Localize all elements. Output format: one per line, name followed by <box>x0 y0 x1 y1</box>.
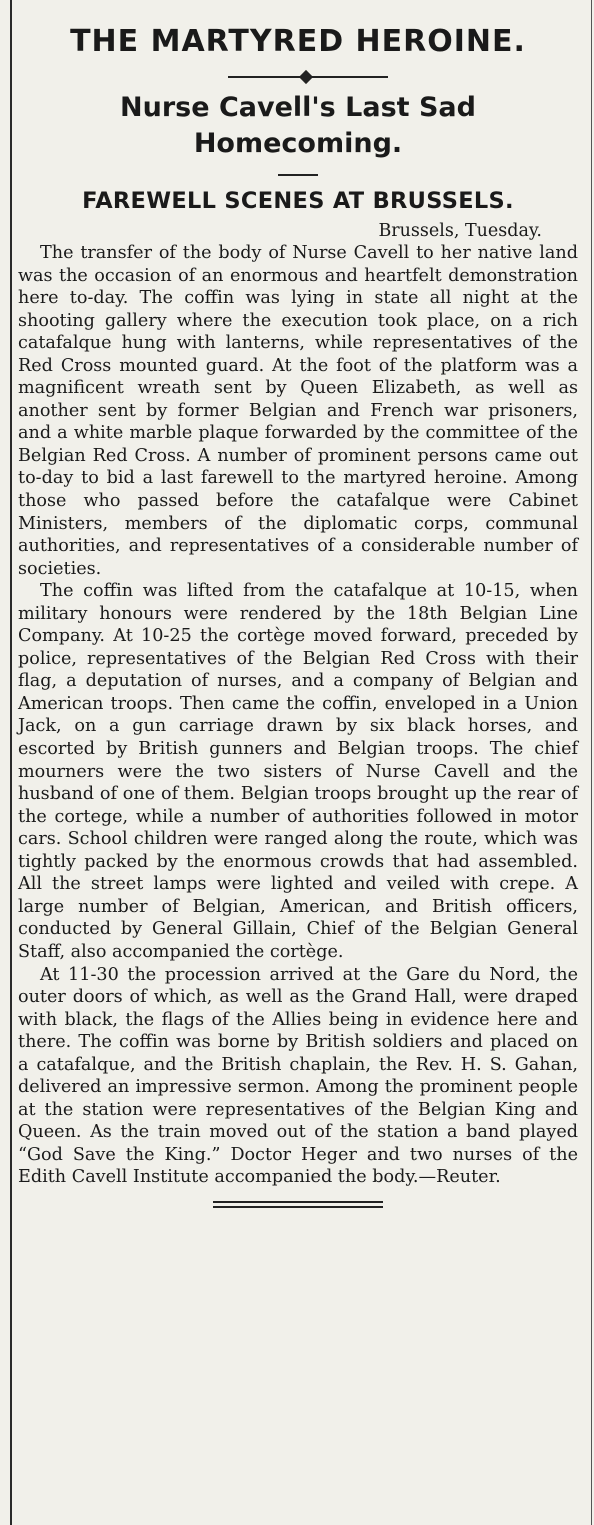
section-title: FAREWELL SCENES AT BRUSSELS. <box>82 188 514 214</box>
subheadline-line-1: Nurse Cavell's Last Sad <box>120 92 476 123</box>
end-rule-line <box>213 1206 383 1208</box>
column-rule-left <box>10 0 12 1525</box>
subheadline <box>18 90 578 162</box>
dateline: Brussels, Tuesday. <box>378 221 542 241</box>
newspaper-article <box>18 8 578 1211</box>
subheadline-line-2: Homecoming. <box>193 128 403 159</box>
end-rule-line <box>213 1201 383 1203</box>
paragraph: The transfer of the body of Nurse Cavell to her native land was the occasion of an enormous and heartfelt demonstration here to-day. The coffin was lying in state all night at the shooting gallery where the execution took place, on a rich catafalque hung with lanterns, while representatives of the Red Cross mounted guard. At the foot of the platform was a magnificent wreath sent by Queen Elizabeth, as well as another sent by former Belgian and French war prisoners, and a white marble plaque forwarded by the committee of the Belgian Red Cross. A number of prominent persons came out to-day to bid a last farewell to the martyred heroine. Among those who passed before the catafalque were Cabinet Ministers, members of the diplomatic corps, communal authorities, and representatives of a considerable number of societies. <box>18 243 578 579</box>
diamond-icon <box>299 70 313 84</box>
article-body <box>18 242 578 1189</box>
headline: THE MARTYRED HEROINE. <box>70 24 526 59</box>
paragraph: The coffin was lifted from the catafalque at 10-15, when military honours were rendered by the 18th Belgian Line Company. At 10-25 the cortège moved forward, preceded by police, representatives of the Belgian Red Cross with their flag, a deputation of nurses, and a company of Belgian and American troops. Then came the coffin, enveloped in a Union Jack, on a gun carriage drawn by six black horses, and escorted by British gunners and Belgian troops. The chief mourners were the two sisters of Nurse Cavell and the husband of one of them. Belgian troops brought up the rear of the cortege, while a number of authorities followed in motor cars. School children were ranged along the route, which was tightly packed by the enormous crowds that had assembled. All the street lamps were lighted and veiled with crepe. A large number of Belgian, American, and British officers, conducted by General Gillain, Chief of the Belgian General Staff, also accompanied the cortège. <box>18 581 578 962</box>
end-divider <box>213 1201 383 1208</box>
paragraph: At 11-30 the procession arrived at the Gare du Nord, the outer doors of which, as well as the Grand Hall, were draped with black, the flags of the Allies being in evidence here and there. The coffin was borne by British soldiers and placed on a catafalque, and the British chaplain, the Rev. H. S. Gahan, delivered an impressive sermon. Among the prominent people at the station were representatives of the Belgian King and Queen. As the train moved out of the station a band played “God Save the King.” Doctor Heger and two nurses of the Edith Cavell Institute accompanied the body.—Reuter. <box>18 964 578 1188</box>
ornament-divider <box>18 70 578 84</box>
short-divider <box>278 174 318 176</box>
column-rule-right <box>591 0 592 1525</box>
